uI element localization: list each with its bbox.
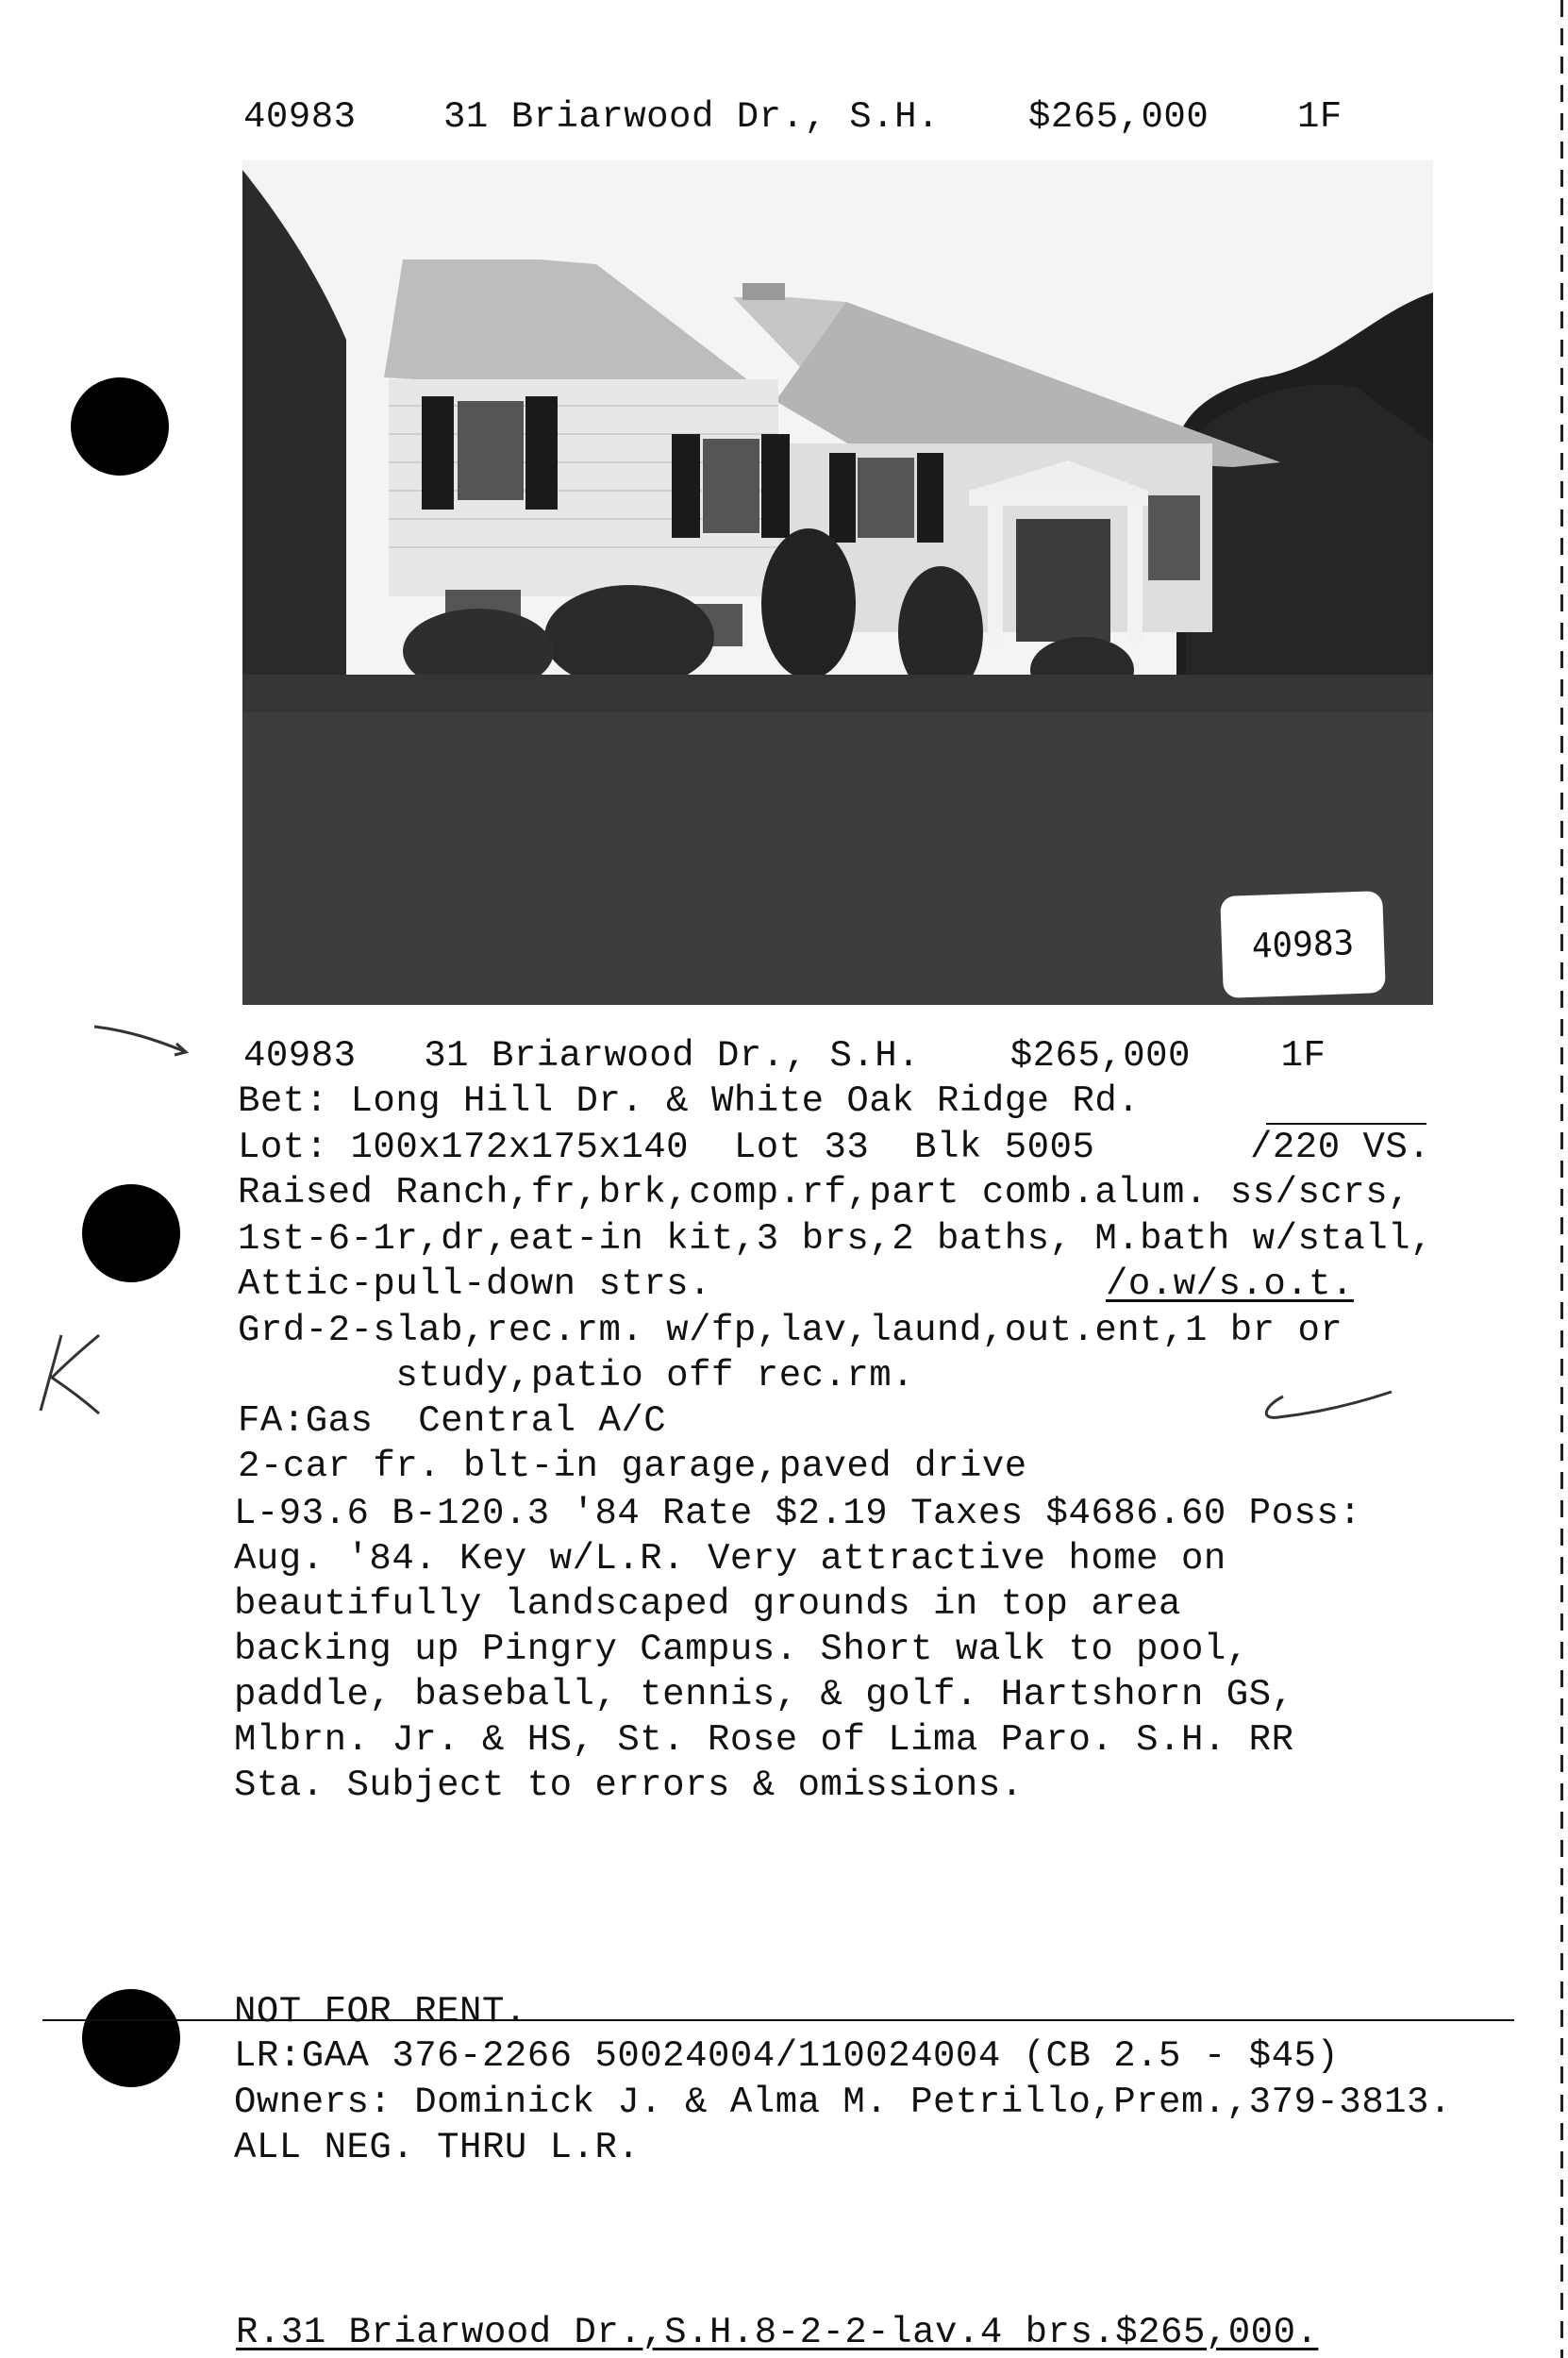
house-photo	[242, 160, 1433, 1005]
handwritten-check-mark	[1255, 1387, 1396, 1434]
detail-line-3: Lot: 100x172x175x140 Lot 33 Blk 5005	[238, 1127, 1095, 1168]
detail-line-17: Sta. Subject to errors & omissions.	[234, 1764, 1024, 1806]
header-floor: 1F	[1297, 96, 1343, 138]
handwritten-arrow-mark	[90, 1019, 193, 1057]
detail-line-12: Aug. '84. Key w/L.R. Very attractive home on	[234, 1538, 1226, 1580]
owners-line: Owners: Dominick J. & Alma M. Petrillo,Prem.,379-3813.	[234, 2082, 1452, 2123]
detail-line-4: Raised Ranch,fr,brk,comp.rf,part comb.alum. ss/scrs,	[238, 1172, 1410, 1213]
detail-line-3-right: /220 VS.	[1250, 1127, 1431, 1168]
detail-line-14: backing up Pingry Campus. Short walk to pool,	[234, 1629, 1249, 1670]
header-listing-no: 40983	[243, 96, 357, 138]
perforation-edge	[1560, 0, 1563, 2358]
detail-line-1: 40983 31 Briarwood Dr., S.H. $265,000 1F	[243, 1035, 1326, 1077]
detail-line-8: study,patio off rec.rm.	[238, 1355, 915, 1396]
neg-line: ALL NEG. THRU L.R.	[234, 2127, 641, 2168]
punch-hole-bottom	[82, 1989, 180, 2087]
header-price: $265,000	[1028, 96, 1209, 138]
lr-line: LR:GAA 376-2266 50024004/110024004 (CB 2.5 - $45)	[234, 2035, 1340, 2077]
punch-hole-top	[71, 377, 169, 476]
bottom-summary-line: R.31 Briarwood Dr.,S.H.8-2-2-lav.4 brs.$265,000.	[236, 2312, 1319, 2353]
detail-line-2: Bet: Long Hill Dr. & White Oak Ridge Rd.	[238, 1080, 1141, 1122]
detail-line-5: 1st-6-1r,dr,eat-in kit,3 brs,2 baths, M.bath w/stall,	[238, 1218, 1433, 1260]
detail-line-15: paddle, baseball, tennis, & golf. Hartshorn GS,	[234, 1674, 1294, 1715]
header-address: 31 Briarwood Dr., S.H.	[443, 96, 940, 138]
detail-line-7: Grd-2-slab,rec.rm. w/fp,lav,laund,out.ent,1 br or	[238, 1310, 1343, 1351]
detail-line-9: FA:Gas Central A/C	[238, 1400, 667, 1442]
detail-line-10: 2-car fr. blt-in garage,paved drive	[238, 1446, 1027, 1487]
punch-hole-middle	[82, 1184, 180, 1282]
detail-line-6-right: /o.w/s.o.t.	[1106, 1263, 1354, 1305]
not-for-rent: NOT FOR RENT.	[234, 1991, 527, 2032]
photo-number-tag: 40983	[1220, 891, 1386, 998]
detail-line-16: Mlbrn. Jr. & HS, St. Rose of Lima Paro. S.H. RR	[234, 1719, 1294, 1761]
handwritten-initial-mark	[33, 1330, 108, 1425]
detail-line-13: beautifully landscaped grounds in top area	[234, 1583, 1181, 1625]
detail-line-6: Attic-pull-down strs.	[238, 1263, 711, 1305]
detail-line-11: L-93.6 B-120.3 '84 Rate $2.19 Taxes $4686.60 Poss:	[234, 1493, 1362, 1534]
